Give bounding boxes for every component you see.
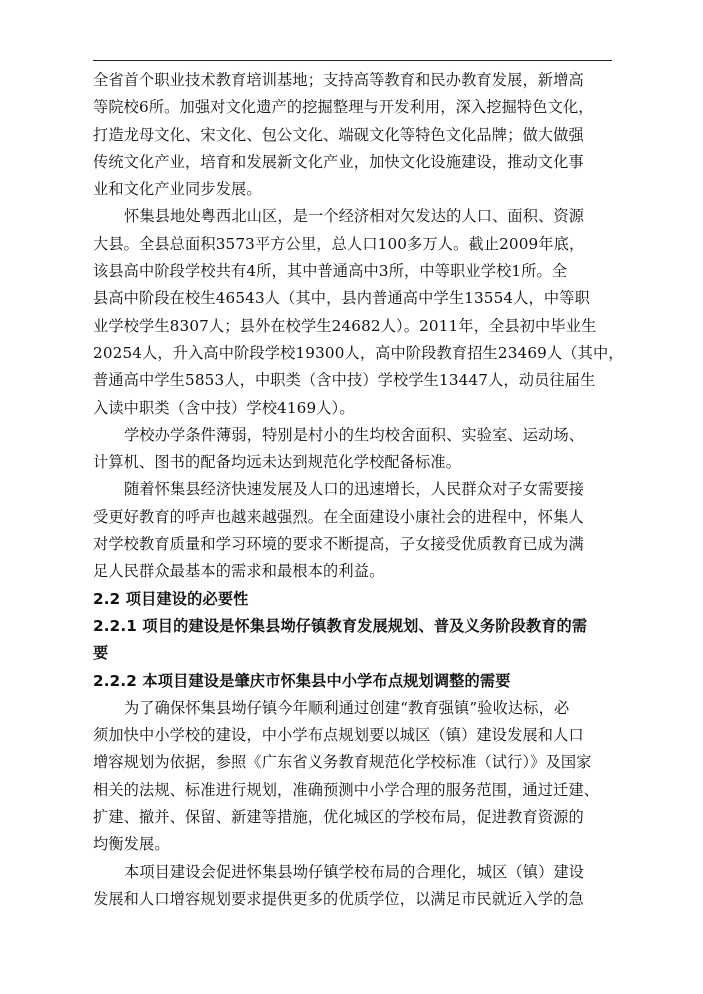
text-line: 县高中阶段在校生46543人（其中，县内普通高中学生13554人，中等职 (93, 289, 590, 308)
text-line: 全省首个职业技术教育培训基地；支持高等教育和民办教育发展，新增高 (93, 71, 584, 89)
paragraph-education-demand (93, 476, 640, 585)
text-line: 均衡发展。 (93, 835, 170, 854)
document-body (93, 67, 640, 913)
text-line: 普通高中学生5853人，中职类（含中技）学校学生13447人，动员往届生 (93, 371, 596, 390)
text-line: 20254人，升入高中阶段学校19300人，高中阶段教育招生23469人（其中， (93, 343, 624, 362)
header-rule (93, 60, 612, 61)
text-line: 须加快中小学校的建设，中小学布点规划要以城区（镇）建设发展和人口 (93, 726, 584, 745)
text-line: 计算机、图书的配备均远未达到规范化学校配备标准。 (93, 453, 462, 472)
section-heading-2-2-2: 2.2.2 本项目建设是肇庆市怀集县中小学布点规划调整的需要 (93, 671, 511, 690)
text-line: 为了确保怀集县坳仔镇今年顺利通过创建“教育强镇”验收达标，必 (124, 698, 570, 717)
text-line: 该县高中阶段学校共有4所，其中普通高中3所，中等职业学校1所。全 (93, 262, 568, 281)
text-line: 入读中职类（含中技）学校4169人）。 (93, 398, 355, 417)
text-line: 增容规划为依据，参照《广东省义务教育规范化学校标准（试行）》及国家 (93, 753, 592, 772)
text-line: 业学校学生8307人；县外在校学生24682人）。2011年，全县初中毕业生 (93, 316, 597, 335)
paragraph-planning (93, 695, 640, 859)
text-line: 随着怀集县经济快速发展及人口的迅速增长，人民群众对子女需要接 (124, 480, 585, 499)
text-line: 发展和人口增容规划要求提供更多的优质学位，以满足市民就近入学的急 (93, 889, 584, 908)
paragraph-culture (93, 67, 640, 203)
text-line: 业和文化产业同步发展。 (93, 180, 262, 199)
text-line: 怀集县地处粤西北山区，是一个经济相对欠发达的人口、面积、资源 (124, 207, 585, 226)
text-line: 打造龙母文化、宋文化、包公文化、端砚文化等特色文化品牌；做大做强 (93, 125, 584, 144)
text-line: 对学校教育质量和学习环境的要求不断提高，子女接受优质教育已成为满 (93, 535, 584, 554)
text-line: 学校办学条件薄弱，特别是村小的生均校舍面积、实验室、运动场、 (124, 425, 585, 444)
text-line: 相关的法规、标准进行规划，准确预测中小学合理的服务范围，通过迁建、 (93, 780, 600, 799)
text-line: 足人民群众最基本的需求和最根本的利益。 (93, 562, 385, 581)
text-line: 本项目建设会促进怀集县坳仔镇学校布局的合理化，城区（镇）建设 (124, 862, 585, 881)
text-line: 等院校6所。加强对文化遗产的挖掘整理与开发利用，深入挖掘特色文化， (93, 98, 594, 117)
text-line: 扩建、撤并、保留、新建等措施，优化城区的学校布局，促进教育资源的 (93, 808, 584, 827)
section-heading-2-2: 2.2 项目建设的必要性 (93, 589, 249, 608)
paragraph-county-overview (93, 203, 640, 421)
text-line: 大县。全县总面积3573平方公里，总人口100多万人。截止2009年底， (93, 234, 585, 253)
text-line: 传统文化产业，培育和发展新文化产业，加快文化设施建设，推动文化事 (93, 152, 584, 171)
section-heading-2-2-1-cont: 要 (93, 644, 109, 663)
paragraph-layout-optimization (93, 859, 640, 914)
section-heading-2-2-1: 2.2.1 项目的建设是怀集县坳仔镇教育发展规划、普及义务阶段教育的需 (93, 616, 588, 635)
text-line: 受更好教育的呼声也越来越强烈。在全面建设小康社会的进程中，怀集人 (93, 507, 584, 526)
paragraph-school-conditions (93, 422, 640, 477)
